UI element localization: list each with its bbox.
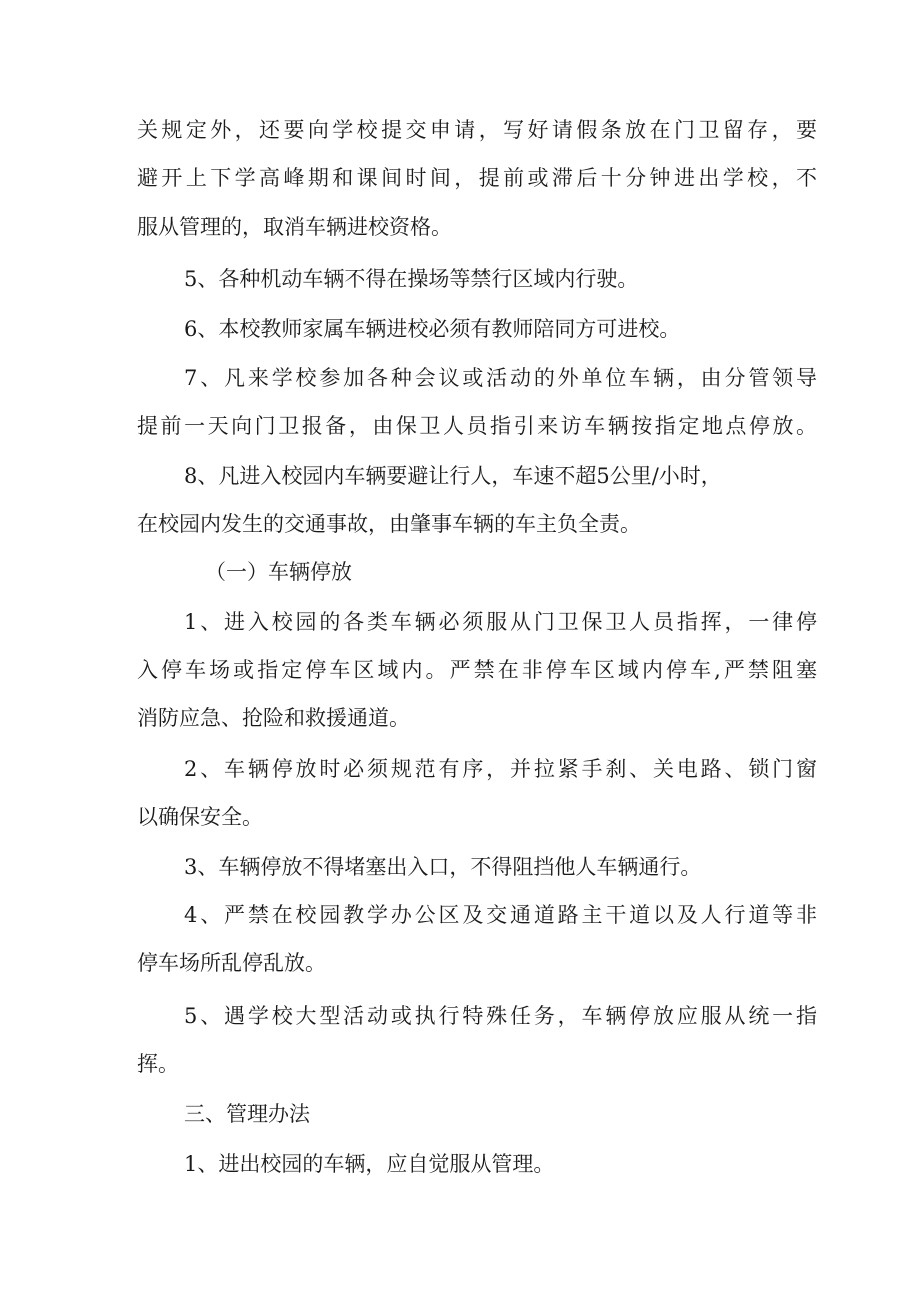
text-line: 消防应急、抢险和救援通道。	[137, 706, 410, 730]
text-line: 1、进出校园的车辆，应自觉服从管理。	[184, 1152, 555, 1176]
text-line: 关规定外，还要向学校提交申请，写好请假条放在门卫留存，要	[137, 118, 817, 142]
text-line: 服从管理的，取消车辆进校资格。	[137, 215, 452, 239]
text-line: 挥。	[137, 1052, 179, 1076]
text-line: 避开上下学高峰期和课间时间，提前或滞后十分钟进出学校，不	[137, 166, 817, 190]
text-line: 入停车场或指定停车区域内。严禁在非停车区域内停车,严禁阻塞	[137, 658, 817, 682]
text-line: 3、车辆停放不得堵塞出入口，不得阻挡他人车辆通行。	[184, 855, 702, 879]
text-line: 7、凡来学校参加各种会议或活动的外单位车辆，由分管领导	[184, 366, 817, 390]
text-line: 5、各种机动车辆不得在操场等禁行区域内行驶。	[184, 267, 639, 291]
section-heading: 三、管理办法	[184, 1102, 310, 1126]
text-line: 在校园内发生的交通事故，由肇事车辆的车主负全责。	[137, 512, 641, 536]
text-line: 提前一天向门卫报备，由保卫人员指引来访车辆按指定地点停放。	[137, 414, 817, 438]
text-line: 停车场所乱停乱放。	[137, 951, 326, 975]
text-line: 2、车辆停放时必须规范有序，并拉紧手刹、关电路、锁门窗	[184, 757, 817, 781]
text-line: 以确保安全。	[137, 805, 263, 829]
text-line: 5、遇学校大型活动或执行特殊任务，车辆停放应服从统一指	[184, 1004, 817, 1028]
text-line: 6、本校教师家属车辆进校必须有教师陪同方可进校。	[184, 317, 681, 341]
text-line: 8、凡进入校园内车辆要避让行人，车速不超5公里/小时，	[184, 464, 722, 488]
text-line: 4、严禁在校园教学办公区及交通道路主干道以及人行道等非	[184, 903, 817, 927]
section-heading: （一）车辆停放	[205, 560, 352, 584]
text-line: 1、进入校园的各类车辆必须服从门卫保卫人员指挥，一律停	[184, 610, 817, 634]
